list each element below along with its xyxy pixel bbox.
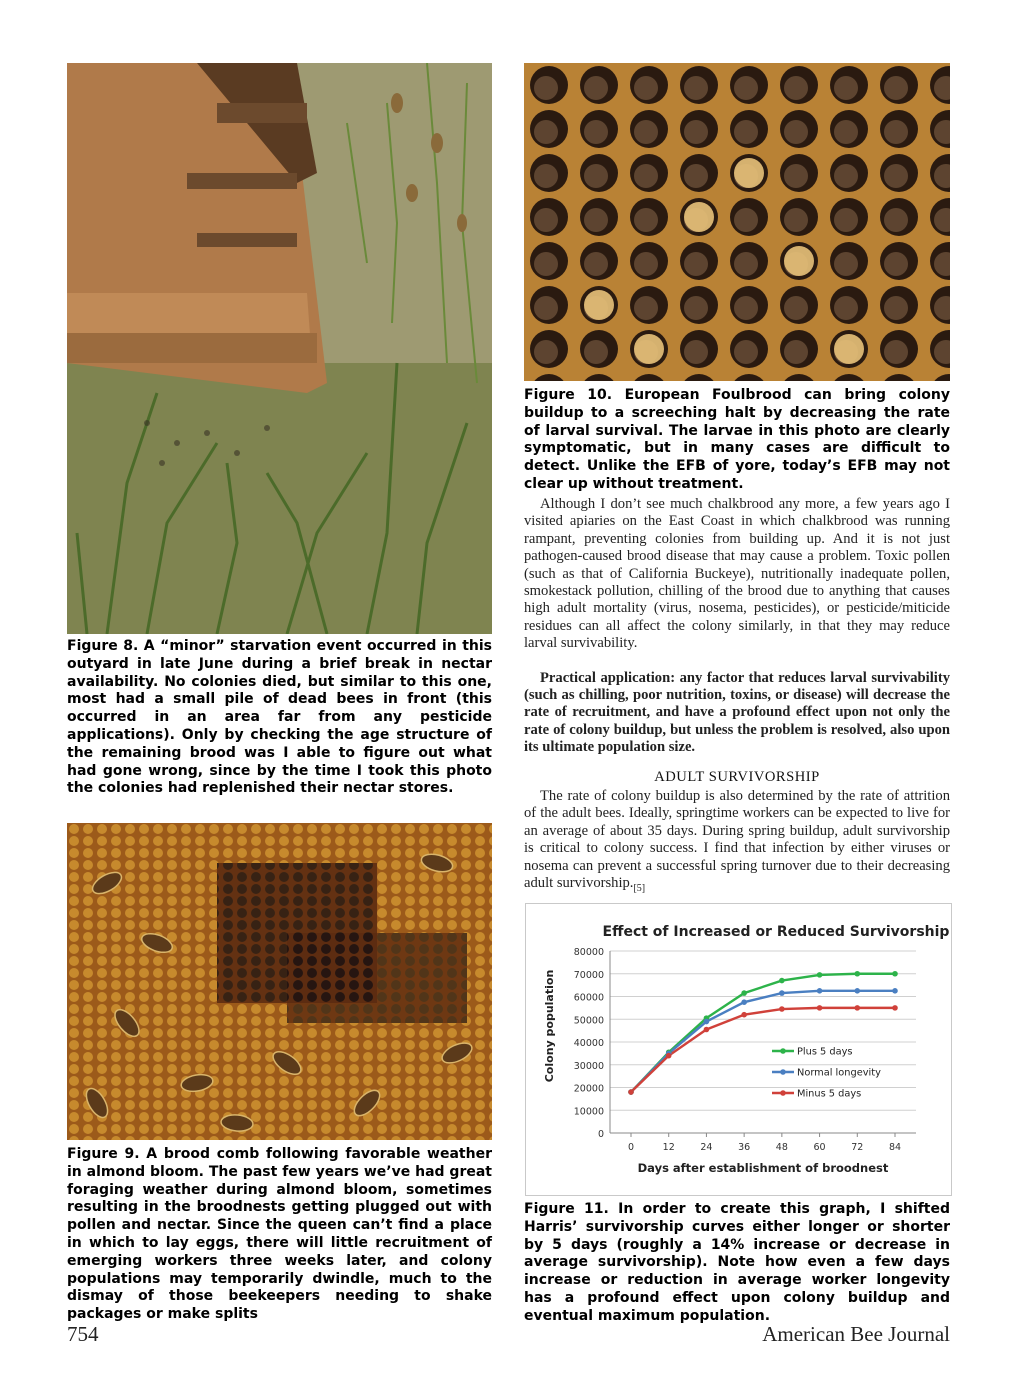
- data-point: [741, 990, 747, 996]
- article-body: [524, 496, 950, 757]
- x-axis-label: Days after establishment of broodnest: [637, 1161, 889, 1175]
- fig11-caption: Figure 11. In order to create this graph, I shifted Harris’ survivorship curves either longer or shorter by 5 days (roughly a 14% increase or decrease in average survivorship). Note how even a few days increase or reduction in average worker longevity has a profound effect upon colony buildup and eventual maximum population.: [524, 1201, 950, 1324]
- paragraph-adult-survivorship: [524, 788, 950, 897]
- x-tick-label: 36: [738, 1142, 751, 1153]
- paragraph-chalkbrood: Although I don’t see much chalkbrood any more, a few years ago I visited apiaries on the East Coast in which chalkbrood was running rampant, preventing colonies from building up. And it is not just pathogen-caused brood disease that may cause a problem. Toxic pollen (such as that of California Buckeye), nutritionally inadequate pollen, smokestack pollution, chilling of the brood due to anything that causes high adult mortality (virus, nosema, pesticides), or pesticide/miticide residues can all affect the colony similarly, in that they may reduce larval survivability.: [524, 496, 950, 652]
- fig8-caption: Figure 8. A “minor” starvation event occurred in this outyard in late June during a brief break in nectar availability. No colonies died, but similar to this one, most had a small pile of dead bees in front (this occurred in an area far from any pesticide applications). Only by checking the age structure of the remaining brood was I able to figure out what had gone wrong, since by the time I took this photo the colonies had replenished their nectar stores.: [67, 638, 492, 797]
- y-tick-label: 40000: [573, 1038, 604, 1049]
- legend-marker: [780, 1090, 786, 1096]
- fig10-photo: [524, 63, 950, 381]
- x-tick-label: 24: [700, 1142, 713, 1153]
- y-tick-label: 50000: [573, 1015, 604, 1027]
- data-point: [666, 1053, 672, 1059]
- y-tick-label: 30000: [573, 1060, 604, 1072]
- x-tick-label: 12: [662, 1142, 675, 1153]
- practical-application-paragraph: Practical application: any factor that reduces larval survivability (such as chilling, poor nutrition, toxins, or disease) will decrease the rate of recruitment, and have a profound effect upon not only the rate of colony buildup, but unless the problem is resolved, also upon its ultimate population size.: [524, 669, 950, 756]
- chart-title: Effect of Increased or Reduced Survivorship: [602, 924, 950, 940]
- fig11-chart: [525, 903, 952, 1196]
- data-point: [741, 999, 747, 1005]
- data-point: [854, 988, 860, 994]
- x-tick-label: 84: [888, 1142, 902, 1153]
- data-point: [628, 1089, 634, 1095]
- data-point: [817, 988, 823, 994]
- x-tick-label: 0: [627, 1142, 635, 1153]
- data-point: [817, 972, 823, 978]
- article-body-2: [524, 788, 950, 897]
- paragraph-adult-survivorship-text: The rate of colony buildup is also determined by the rate of attrition of the adult bees. Ideally, springtime workers can be expected to live for an average of about 35 days. During spring buildup, adult survivorship is critical to colony success. I find that infection by either viruses or nosema can prevent a successful spring turnover due to their decreasing adult survivorship.: [524, 788, 950, 892]
- fig10-caption: Figure 10. European Foulbrood can bring colony buildup to a screeching halt by decreasing the rate of larval survival. The larvae in this photo are clearly symptomatic, but in many cases are difficult to detect. Unlike the EFB of yore, today’s EFB may not clear up without treatment.: [524, 387, 950, 492]
- plot-area: [574, 947, 916, 1153]
- legend-label: Plus 5 days: [797, 1046, 853, 1058]
- data-point: [892, 988, 898, 994]
- x-tick-label: 48: [775, 1142, 788, 1153]
- section-heading: ADULT SURVIVORSHIP: [654, 769, 820, 785]
- y-tick-label: 0: [597, 1129, 604, 1140]
- y-axis-label: Colony population: [543, 969, 556, 1083]
- data-point: [741, 1012, 747, 1018]
- fig9-photo: [67, 823, 492, 1140]
- page-number: 754: [67, 1322, 99, 1346]
- legend-marker: [780, 1048, 786, 1054]
- fig8-photo: [67, 63, 492, 634]
- data-point: [779, 1006, 785, 1012]
- fig9-caption: Figure 9. A brood comb following favorable weather in almond bloom. The past few years we’ve had great foraging weather during almond bloom, sometimes resulting in the broodnests getting plugged out with pollen and nectar. Since the queen can’t find a place in which to lay eggs, there will little recruitment of emerging workers three weeks later, and colony populations may temporarily dwindle, much to the dismay of those beekeepers needing to shake packages or make splits: [67, 1146, 492, 1323]
- data-point: [779, 978, 785, 984]
- brood-comb-illustration: [67, 823, 492, 1140]
- y-tick-label: 20000: [573, 1083, 604, 1095]
- legend-label: Normal longevity: [797, 1067, 881, 1079]
- data-point: [704, 1027, 710, 1033]
- hive-outyard-illustration: [67, 63, 492, 634]
- reference-5: [5]: [633, 882, 646, 894]
- y-tick-label: 80000: [573, 947, 604, 958]
- legend-marker: [780, 1069, 786, 1075]
- data-point: [817, 1005, 823, 1011]
- data-point: [779, 990, 785, 996]
- legend-label: Minus 5 days: [797, 1088, 862, 1100]
- x-tick-label: 72: [851, 1142, 864, 1153]
- x-tick-label: 60: [813, 1142, 826, 1153]
- y-tick-label: 10000: [573, 1106, 604, 1118]
- data-point: [704, 1019, 710, 1025]
- data-point: [892, 1005, 898, 1011]
- journal-name: American Bee Journal: [762, 1322, 950, 1346]
- data-point: [854, 1005, 860, 1011]
- y-tick-label: 60000: [573, 992, 604, 1004]
- survivorship-line-chart: [526, 904, 951, 1195]
- data-point: [892, 971, 898, 977]
- data-point: [854, 971, 860, 977]
- efb-comb-illustration: [524, 63, 950, 381]
- y-tick-label: 70000: [573, 969, 604, 981]
